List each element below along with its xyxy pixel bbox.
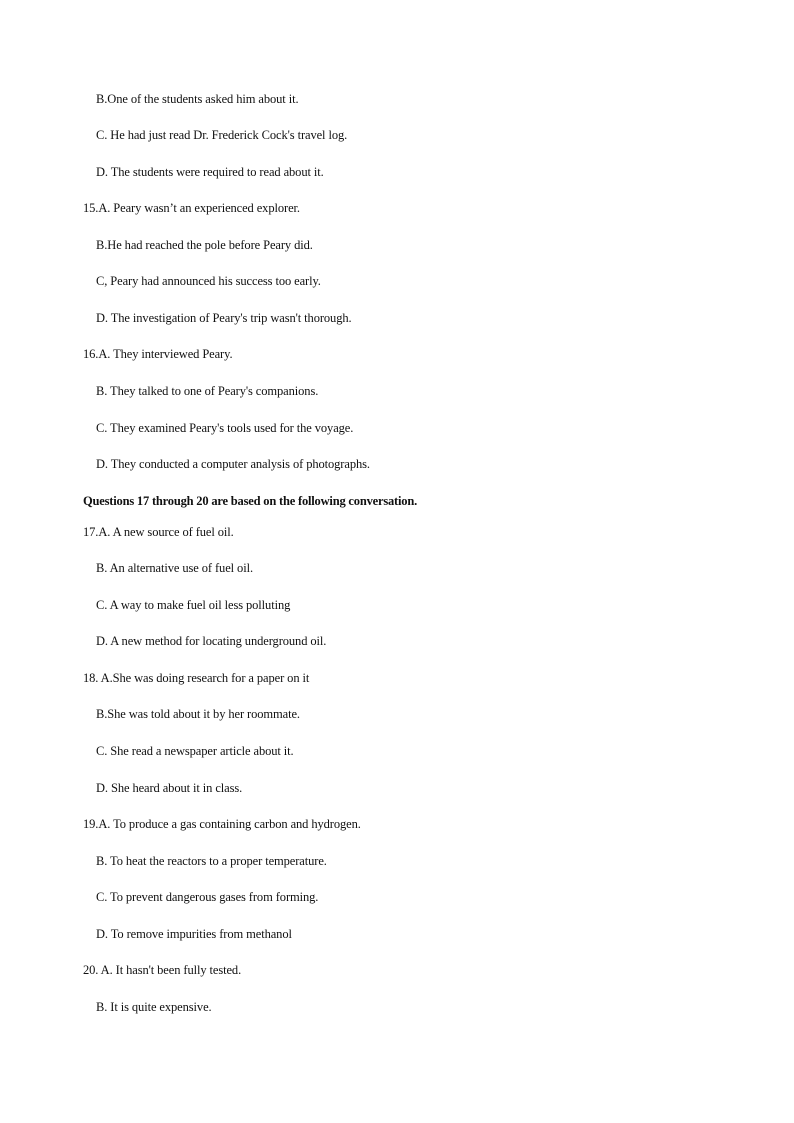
q18-option-c: C. She read a newspaper article about it. <box>96 744 294 758</box>
q17-option-d: D. A new method for locating underground oil. <box>96 634 327 648</box>
q19-option-c: C. To prevent dangerous gases from forming. <box>96 890 319 904</box>
section-heading: Questions 17 through 20 are based on the following conversation. <box>83 494 417 508</box>
q19-option-a: 19.A. To produce a gas containing carbon and hydrogen. <box>83 817 361 831</box>
q18-option-a: 18. A.She was doing research for a paper on it <box>83 671 310 685</box>
q16-option-a: 16.A. They interviewed Peary. <box>83 347 233 361</box>
q16-option-c: C. They examined Peary's tools used for the voyage. <box>96 421 354 435</box>
q17-option-b: B. An alternative use of fuel oil. <box>96 561 253 575</box>
q20-option-b: B. It is quite expensive. <box>96 1000 212 1014</box>
q15-option-c: C, Peary had announced his success too early. <box>96 274 321 288</box>
q15-option-d: D. The investigation of Peary's trip wasn't thorough. <box>96 311 352 325</box>
q19-option-b: B. To heat the reactors to a proper temperature. <box>96 854 327 868</box>
q16-option-d: D. They conducted a computer analysis of photographs. <box>96 457 370 471</box>
q18-option-d: D. She heard about it in class. <box>96 781 243 795</box>
q14-option-c: C. He had just read Dr. Frederick Cock's travel log. <box>96 128 348 142</box>
q16-option-b: B. They talked to one of Peary's companions. <box>96 384 319 398</box>
q17-option-a: 17.A. A new source of fuel oil. <box>83 525 234 539</box>
q15-option-b: B.He had reached the pole before Peary did. <box>96 238 313 252</box>
q17-option-c: C. A way to make fuel oil less polluting <box>96 598 291 612</box>
q14-option-d: D. The students were required to read about it. <box>96 165 324 179</box>
q20-option-a: 20. A. It hasn't been fully tested. <box>83 963 242 977</box>
q15-option-a: 15.A. Peary wasn’t an experienced explorer. <box>83 201 300 215</box>
q19-option-d: D. To remove impurities from methanol <box>96 927 292 941</box>
q18-option-b: B.She was told about it by her roommate. <box>96 707 300 721</box>
q14-option-b: B.One of the students asked him about it. <box>96 92 299 106</box>
